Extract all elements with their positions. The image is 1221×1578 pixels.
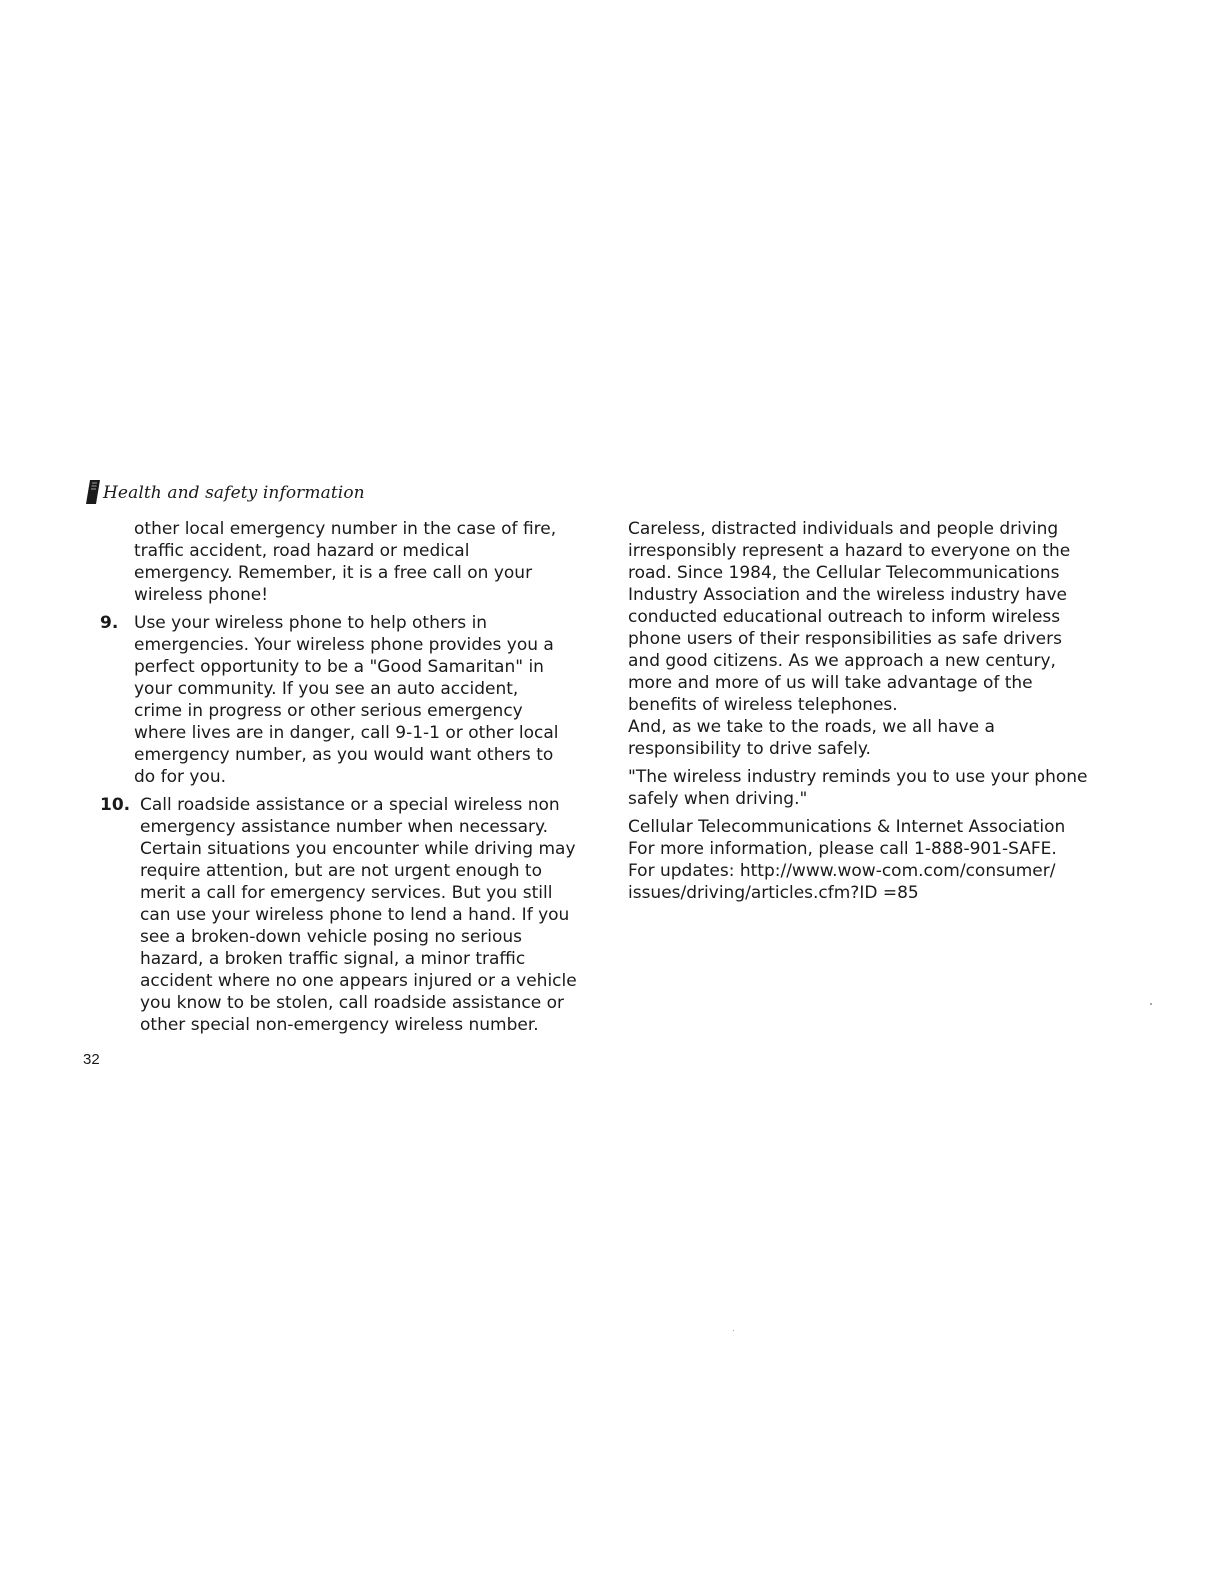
- driving-safety-paragraph: Careless, distracted individuals and people driving irresponsibly represent a hazard to everyone on the road. Since 1984, the Cellular Telecommunications Industry Association and the wireless industry have conducted educational outreach to inform wireless phone users of their responsibilities as safe drivers and good citizens. As we approach a new century, more and more of us will take advantage of the benefits of wireless telephones. And, as we take to the roads, we all have a responsibility to drive safely.: [628, 519, 1071, 759]
- left-column: [100, 518, 590, 1036]
- list-item-10: [100, 794, 590, 1036]
- list-item-9: [100, 612, 590, 788]
- association-contact: Cellular Telecommunications & Internet Association For more information, please call 1-888-901-SAFE. For updates: http://www.wow-com.com/consumer/ issues/driving/articles.cfm?ID =85: [628, 817, 1066, 903]
- list-item-text: Use your wireless phone to help others in emergencies. Your wireless phone provides you a perfect opportunity to be a "Good Samaritan" in your community. If you see an auto accident, crime in progress or other serious emergency where lives are in danger, call 9-1-1 or other local emergency number, as you would want others to do for you.: [134, 613, 559, 787]
- page-number: 32: [83, 1051, 100, 1068]
- section-header: [86, 478, 365, 504]
- continued-paragraph: other local emergency number in the case of fire, traffic accident, road hazard or medical emergency. Remember, it is a free call on your wireless phone!: [134, 519, 557, 605]
- right-column: [628, 518, 1118, 904]
- scan-speck: [1150, 1003, 1152, 1005]
- black-tab-marker-icon: [86, 480, 100, 504]
- list-item-number: 9.: [100, 613, 119, 633]
- industry-quote: "The wireless industry reminds you to use your phone safely when driving.": [628, 767, 1088, 809]
- section-title: Health and safety information: [103, 483, 365, 503]
- scan-speck: [733, 1330, 734, 1331]
- list-item-number: 10.: [100, 795, 131, 815]
- list-item-text: Call roadside assistance or a special wireless non emergency assistance number when necessary. Certain situations you encounter while driving may require attention, but are not urgent enough to merit a call for emergency services. But you still can use your wireless phone to lend a hand. If you see a broken-down vehicle posing no serious hazard, a broken traffic signal, a minor traffic accident where no one appears injured or a vehicle you know to be stolen, call roadside assistance or other special non-emergency wireless number.: [140, 795, 577, 1035]
